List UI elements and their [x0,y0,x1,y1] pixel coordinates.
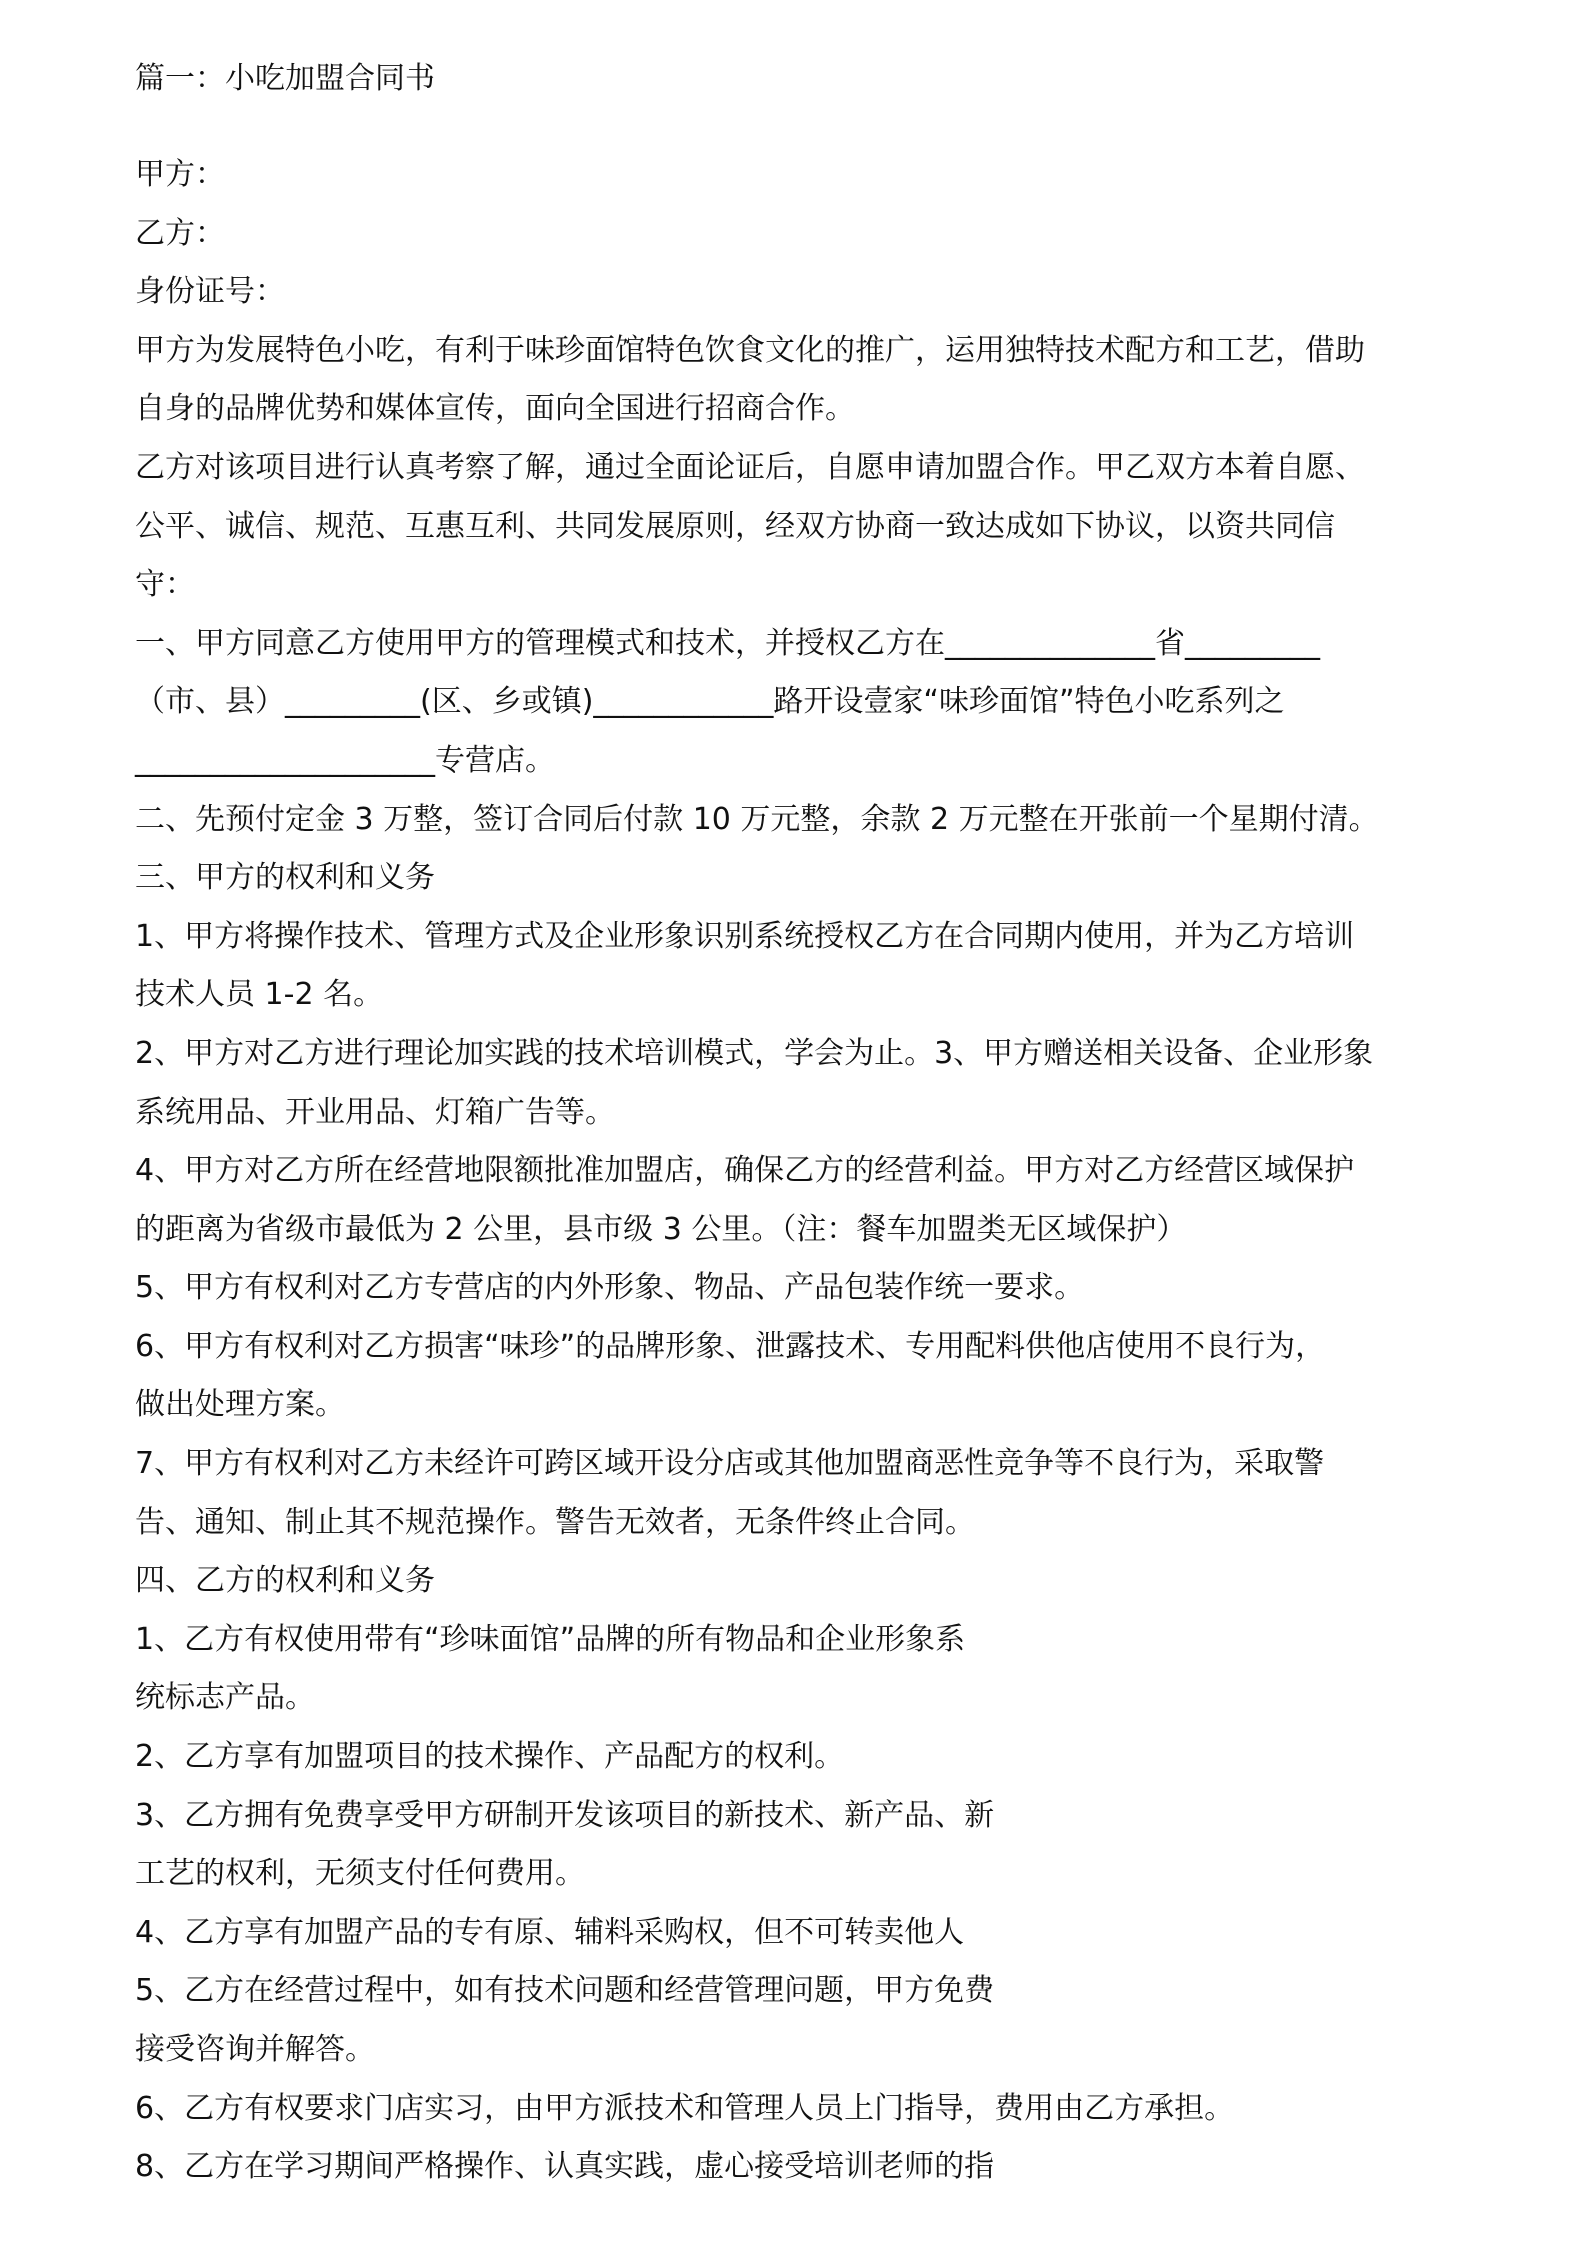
text-line: 1、甲方将操作技术、管理方式及企业形象识别系统授权乙方在合同期内使用，并为乙方培训 [135,918,1355,954]
clause-one-line: 一、甲方同意乙方使用甲方的管理模式和技术，并授权乙方在______________省_________ [135,625,1320,661]
text-line: 接受咨询并解答。 [135,2032,375,2067]
text-line: 3、乙方拥有免费享受甲方研制开发该项目的新技术、新产品、新 [135,1797,995,1833]
document-title: 篇一：小吃加盟合同书 [135,61,435,96]
text-line: 技术人员 1-2 名。 [135,977,384,1013]
text-line: 甲方为发展特色小吃，有利于味珍面馆特色饮食文化的推广，运用独特技术配方和工艺，借助 [135,332,1365,368]
text-line: 6、乙方有权要求门店实习，由甲方派技术和管理人员上门指导，费用由乙方承担。 [135,2090,1235,2126]
text-line: 做出处理方案。 [135,1387,345,1423]
text-line: 4、乙方享有加盟产品的专有原、辅料采购权，但不可转卖他人 [135,1914,965,1950]
clause-one-line: （市、县）_________(区、乡或镇)____________路开设壹家“味珍面馆”特色小吃系列之 [135,684,1285,720]
section-heading: 四、乙方的权利和义务 [135,1563,435,1599]
text-line: 2、乙方享有加盟项目的技术操作、产品配方的权利。 [135,1739,845,1775]
text-line: 自身的品牌优势和媒体宣传，面向全国进行招商合作。 [135,391,855,427]
text-line: 5、乙方在经营过程中，如有技术问题和经营管理问题，甲方免费 [135,1973,995,2009]
text-line: 守： [135,567,195,603]
clause-two-line: 二、先预付定金 3 万整，签订合同后付款 10 万元整，余款 2 万元整在开张前一个星期付清。 [135,801,1379,837]
text-line: 系统用品、开业用品、灯箱广告等。 [135,1094,615,1130]
text-line: 公平、诚信、规范、互惠互利、共同发展原则，经双方协商一致达成如下协议，以资共同信 [135,508,1335,544]
party-a-label: 甲方： [135,157,225,192]
text-line: 5、甲方有权利对乙方专营店的内外形象、物品、产品包装作统一要求。 [135,1270,1085,1306]
text-line: 告、通知、制止其不规范操作。警告无效者，无条件终止合同。 [135,1504,975,1540]
text-line: 7、甲方有权利对乙方未经许可跨区域开设分店或其他加盟商恶性竞争等不良行为，采取警 [135,1446,1325,1482]
party-b-label: 乙方： [135,215,225,251]
text-line: 的距离为省级市最低为 2 公里，县市级 3 公里。（注：餐车加盟类无区域保护） [135,1211,1187,1247]
text-line: 2、甲方对乙方进行理论加实践的技术培训模式，学会为止。3、甲方赠送相关设备、企业形象 [135,1035,1374,1071]
id-number-label: 身份证号： [135,274,285,310]
section-heading: 三、甲方的权利和义务 [135,860,435,896]
text-line: 统标志产品。 [135,1680,315,1716]
text-line: 4、甲方对乙方所在经营地限额批准加盟店，确保乙方的经营利益。甲方对乙方经营区域保护 [135,1153,1355,1189]
text-line: 乙方对该项目进行认真考察了解，通过全面论证后，自愿申请加盟合作。甲乙双方本着自愿、 [135,449,1365,485]
text-line: 8、乙方在学习期间严格操作、认真实践，虚心接受培训老师的指 [135,2149,995,2185]
text-line: 6、甲方有权利对乙方损害“味珍”的品牌形象、泄露技术、专用配料供他店使用不良行为， [135,1328,1326,1364]
text-line: 1、乙方有权使用带有“珍味面馆”品牌的所有物品和企业形象系 [135,1621,966,1657]
text-line: 工艺的权利，无须支付任何费用。 [135,1856,585,1892]
clause-one-line: ____________________专营店。 [135,742,555,778]
